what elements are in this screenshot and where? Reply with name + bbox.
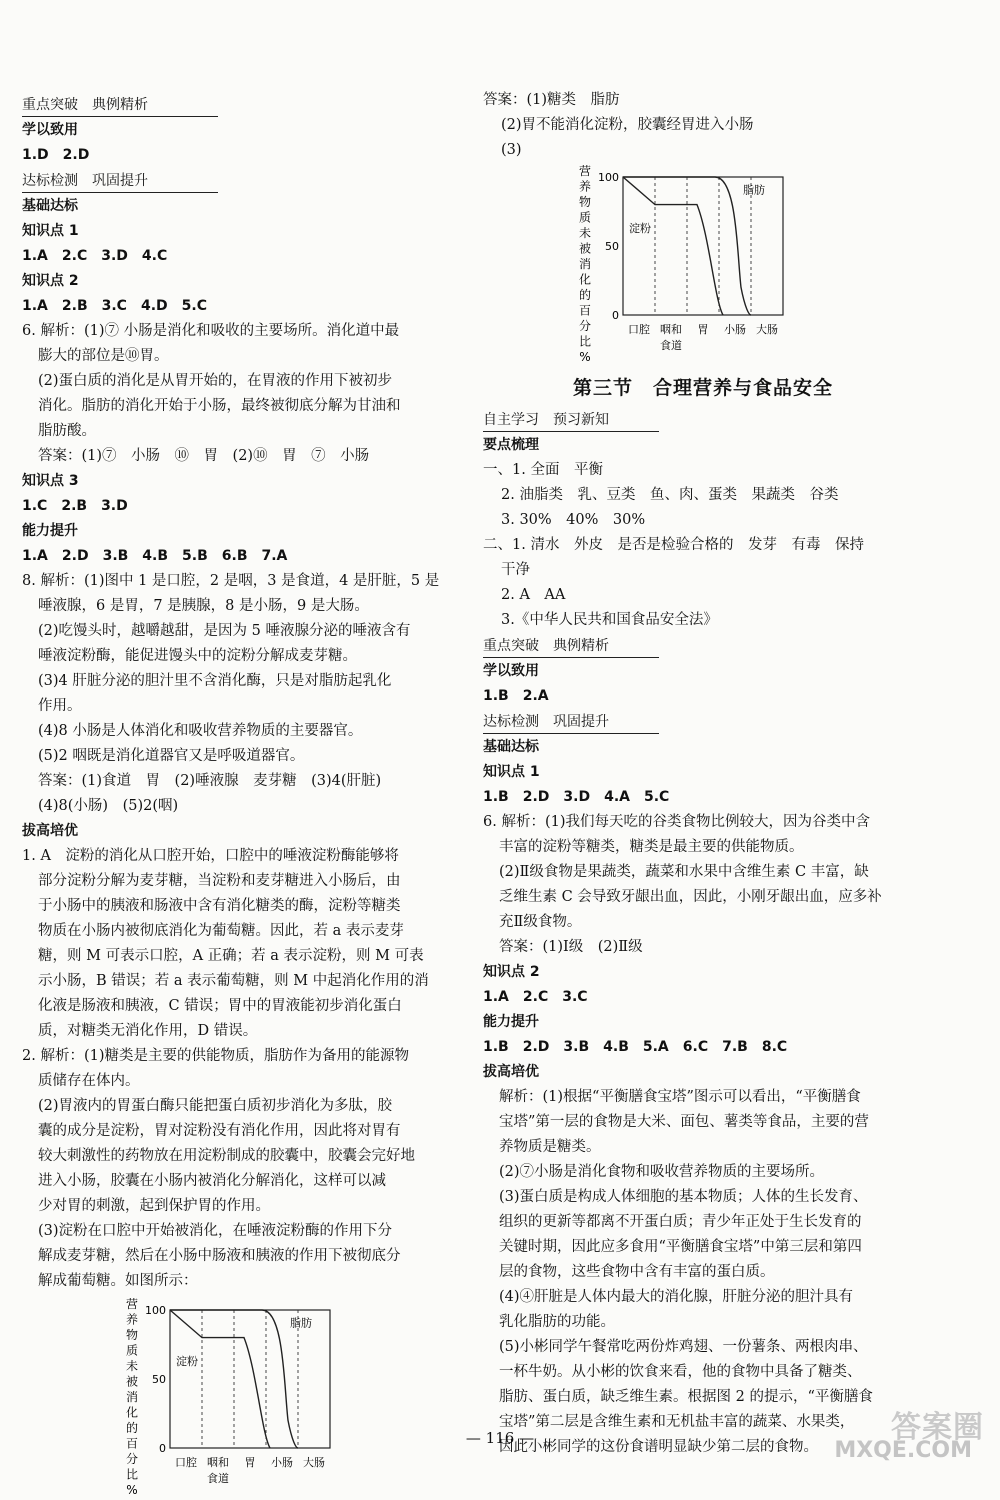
text-line: 2. 解析：(1)糖类是主要的供能物质，脂肪作为备用的能源物	[22, 1048, 409, 1064]
text-line: 消化。脂肪的消化开始于小肠，最终被彻底分解为甘油和	[38, 398, 401, 414]
text-line: 质储存在体内。	[38, 1073, 140, 1089]
text-line: (2)Ⅱ级食物是果蔬类，蔬菜和水果中含维生素 C 丰富，缺	[499, 864, 869, 880]
page-number: — 116 —	[465, 1429, 535, 1447]
text-line: (3)淀粉在口腔中开始被消化，在唾液淀粉酶的作用下分	[38, 1223, 393, 1239]
text-line: 部分淀粉分解为麦芽糖，当淀粉和麦芽糖进入小肠后，由	[38, 873, 401, 889]
text-line: 2. A AA	[501, 587, 566, 603]
heading-nlts: 能力提升	[483, 1014, 539, 1030]
heading-nlts: 能力提升	[22, 523, 78, 539]
y-axis-label-char: 营	[578, 165, 592, 178]
heading-zsd2: 知识点 2	[22, 273, 79, 289]
text-line: 脂肪、蛋白质，缺乏维生素。根据图 2 的提示，“平衡膳食	[499, 1389, 873, 1405]
y-axis-label-char: 被	[578, 241, 592, 256]
text-line: 6. 解析：(1)我们每天吃的谷类食物比例较大，因为谷类中含	[483, 814, 870, 830]
text-line: (3)蛋白质是构成人体细胞的基本物质；人体的生长发育、	[499, 1189, 868, 1205]
heading-jcdb: 基础达标	[22, 198, 78, 214]
text-line: (3)	[501, 142, 522, 158]
text-line: 唾液腺，6 是胃，7 是胰腺，8 是小肠，9 是大肠。	[38, 598, 369, 614]
text-line: 化液是肠液和胰液，C 错误；胃中的胃液能初步消化蛋白	[38, 998, 402, 1014]
answer-line: 1.D 2.D	[22, 147, 90, 163]
y-axis-label-char: %	[579, 350, 591, 364]
digestion-graph-right	[573, 165, 833, 367]
y-axis-label-char: 百	[578, 303, 592, 318]
y-axis-label-char: 营	[125, 1298, 139, 1311]
heading-zsd2: 知识点 2	[483, 964, 540, 980]
text-line: 唾液淀粉酶，能促进馒头中的淀粉分解成麦芽糖。	[38, 648, 357, 664]
y-axis-label-char: 质	[125, 1343, 139, 1358]
text-line: (2)胃液内的胃蛋白酶只能把蛋白质初步消化为多肽，胶	[38, 1098, 393, 1114]
y-axis-label-char: 未	[125, 1359, 139, 1373]
heading-ydsl: 要点梳理	[483, 437, 539, 453]
text-line: 关键时期，因此应多食用“平衡膳食宝塔”中第三层和第四	[499, 1239, 862, 1255]
x-tick-label: 咽和	[207, 1456, 229, 1469]
watermark-url: MXQE.COM	[834, 1438, 972, 1463]
text-line: 6. 解析：(1)⑦ 小肠是消化和吸收的主要场所。消化道中最	[22, 323, 400, 339]
text-line: (2)胃不能消化淀粉，胶囊经胃进入小肠	[501, 117, 754, 133]
digestion-graph-left	[120, 1298, 380, 1500]
answer-text: 答案：(1)⑦ 小肠 ⑩ 胃 (2)⑩ 胃 ⑦ 小肠	[38, 448, 370, 464]
text-line: 乏维生素 C 会导致牙龈出血，因此，小刚牙龈出血，应多补	[499, 889, 882, 905]
x-tick-label: 口腔	[628, 323, 650, 336]
text-line: (5)2 咽既是消化道器官又是呼吸道器官。	[38, 748, 305, 764]
heading-xyz: 学以致用	[483, 663, 539, 679]
heading-bgpy: 拔高培优	[483, 1064, 539, 1080]
y-axis-label-char: 分	[578, 319, 592, 333]
series-label-fat: 脂肪	[290, 1316, 312, 1330]
text-line: 少对胃的刺激，起到保护胃的作用。	[38, 1198, 270, 1214]
y-axis-label-char: 养	[125, 1312, 139, 1327]
text-line: 糖，则 M 可表示口腔，A 正确；若 a 表示淀粉，则 M 可表	[38, 948, 424, 964]
answer-line: 1.B 2.A	[483, 688, 549, 704]
x-tick-label: 胃	[697, 323, 709, 336]
section-band-zdtp: 重点突破 典例精析	[483, 635, 659, 658]
y-axis-label-char: 分	[125, 1452, 139, 1466]
y-axis-label-char: 养	[578, 179, 592, 194]
y-axis-label-char: 的	[125, 1421, 139, 1435]
text-line: 膨大的部位是⑩胃。	[38, 348, 169, 364]
text-line: 作用。	[38, 698, 82, 714]
text-line: 养物质是糖类。	[499, 1139, 601, 1155]
y-tick-label: 0	[159, 1442, 166, 1455]
heading-bgpy: 拔高培优	[22, 823, 78, 839]
y-axis-label-char: 未	[578, 226, 592, 240]
section-band-dbjc: 达标检测 巩固提升	[483, 711, 659, 734]
text-line: 1. A 淀粉的消化从口腔开始，口腔中的唾液淀粉酶能够将	[22, 848, 399, 864]
text-line: (2)吃馒头时，越嚼越甜，是因为 5 唾液腺分泌的唾液含有	[38, 623, 411, 639]
section-band-zzxx: 自主学习 预习新知	[483, 409, 659, 432]
y-tick-label: 50	[605, 240, 619, 253]
answer-line: 1.A 2.B 3.C 4.D 5.C	[22, 298, 207, 314]
y-tick-label: 50	[152, 1373, 166, 1386]
text-line: 二、1. 清水 外皮 是否是检验合格的 发芽 有毒 保持	[483, 537, 864, 553]
answer-line: 1.A 2.C 3.C	[483, 989, 588, 1005]
text-line: (4)④肝脏是人体内最大的消化腺，肝脏分泌的胆汁具有	[499, 1289, 854, 1305]
series-label-starch: 淀粉	[629, 222, 651, 236]
left-column	[22, 92, 470, 1500]
heading-zsd1: 知识点 1	[483, 764, 540, 780]
text-line: 解析：(1)根据“平衡膳食宝塔”图示可以看出，“平衡膳食	[499, 1089, 861, 1105]
y-axis-label-char: 消	[125, 1390, 139, 1404]
text-line: (2)⑦小肠是消化食物和吸收营养物质的主要场所。	[499, 1164, 825, 1180]
y-axis-label-char: 比	[578, 334, 592, 349]
y-axis-label-char: 物	[578, 195, 592, 209]
text-line: 物质在小肠内被彻底消化为葡萄糖。因此，若 a 表示麦芽	[38, 923, 404, 939]
text-line: (5)小彬同学午餐常吃两份炸鸡翅、一份薯条、两根肉串、	[499, 1339, 868, 1355]
text-line: 质，对糖类无消化作用，D 错误。	[38, 1023, 258, 1039]
answer-line: 1.B 2.D 3.D 4.A 5.C	[483, 789, 670, 805]
text-line: (2)蛋白质的消化是从胃开始的，在胃液的作用下被初步	[38, 373, 393, 389]
text-line: 乳化脂肪的功能。	[499, 1314, 615, 1330]
text-line: (4)8 小肠是人体消化和吸收营养物质的主要器官。	[38, 723, 363, 739]
x-tick-sublabel: 食道	[660, 339, 682, 352]
section-band-dbjc: 达标检测 巩固提升	[22, 170, 218, 193]
x-tick-label: 大肠	[303, 1456, 325, 1469]
watermark-logo: 答案圈	[891, 1410, 984, 1445]
section-title: 第三节 合理营养与食品安全	[572, 377, 833, 399]
answer-text: 答案：(1)食道 胃 (2)唾液腺 麦芽糖 (3)4(肝脏)	[38, 773, 382, 789]
text-line: 于小肠中的胰液和肠液中含有消化糖类的酶，淀粉等糖类	[38, 898, 401, 914]
answer-line: 1.C 2.B 3.D	[22, 498, 128, 514]
series-line-starch	[170, 1310, 270, 1448]
text-line: 示小肠，B 错误；若 a 表示葡萄糖，则 M 中起消化作用的消	[38, 973, 429, 989]
x-tick-label: 胃	[244, 1456, 256, 1469]
heading-zsd1: 知识点 1	[22, 223, 79, 239]
text-line: 8. 解析：(1)图中 1 是口腔，2 是咽，3 是食道，4 是肝脏，5 是	[22, 573, 440, 589]
text-line: 进入小肠，胶囊在小肠内被消化分解消化，这样可以减	[38, 1173, 386, 1189]
y-axis-label-char: %	[126, 1483, 138, 1497]
y-axis-label-char: 被	[125, 1374, 139, 1389]
text-line: 3. 30% 40% 30%	[501, 512, 646, 528]
heading-zsd3: 知识点 3	[22, 473, 79, 489]
text-line: 一、1. 全面 平衡	[483, 462, 603, 478]
heading-jcdb: 基础达标	[483, 739, 539, 755]
answer-text: 答案：(1)糖类 脂肪	[483, 92, 620, 108]
text-line: 因此小彬同学的这份食谱明显缺少第二层的食物。	[499, 1439, 818, 1455]
y-tick-label: 100	[145, 1304, 166, 1317]
text-line: 较大刺激性的药物放在用淀粉制成的胶囊中，胶囊会完好地	[38, 1148, 415, 1164]
y-axis-label-char: 消	[578, 257, 592, 271]
heading-xyz: 学以致用	[22, 122, 78, 138]
y-axis-label-char: 化	[578, 272, 592, 287]
y-axis-label-char: 的	[578, 288, 592, 302]
text-line: 解成葡萄糖。如图所示：	[38, 1273, 198, 1289]
answer-text: 答案：(1)Ⅰ级 (2)Ⅱ级	[499, 939, 643, 955]
text-line: 一杯牛奶。从小彬的饮食来看，他的食物中具备了糖类、	[499, 1364, 862, 1380]
x-tick-label: 大肠	[756, 323, 778, 336]
text-line: 脂肪酸。	[38, 423, 96, 439]
section-band-zdtp: 重点突破 典例精析	[22, 94, 218, 117]
x-tick-label: 小肠	[271, 1456, 293, 1469]
x-tick-label: 口腔	[175, 1456, 197, 1469]
answer-line: 1.A 2.C 3.D 4.C	[22, 248, 168, 264]
right-column	[483, 92, 923, 1460]
y-tick-label: 0	[612, 309, 619, 322]
answer-line: 1.B 2.D 3.B 4.B 5.A 6.C 7.B 8.C	[483, 1039, 788, 1055]
text-line: 宝塔”第二层是含维生素和无机盐丰富的蔬菜、水果类，	[499, 1414, 855, 1430]
answer-line: 1.A 2.D 3.B 4.B 5.B 6.B 7.A	[22, 548, 288, 564]
series-label-fat: 脂肪	[743, 183, 765, 197]
text-line: 宝塔”第一层的食物是大米、面包、薯类等食品，主要的营	[499, 1114, 869, 1130]
text-line: 囊的成分是淀粉，胃对淀粉没有消化作用，因此将对胃有	[38, 1123, 401, 1139]
series-label-starch: 淀粉	[176, 1355, 198, 1369]
y-axis-label-char: 百	[125, 1436, 139, 1451]
answer-text: (4)8(小肠) (5)2(咽)	[38, 798, 179, 814]
y-tick-label: 100	[598, 171, 619, 184]
y-axis-label-char: 比	[125, 1467, 139, 1482]
y-axis-label-char: 质	[578, 210, 592, 225]
y-axis-label-char: 化	[125, 1405, 139, 1420]
text-line: (3)4 肝脏分泌的胆汁里不含消化酶，只是对脂肪起乳化	[38, 673, 392, 689]
text-line: 干净	[501, 562, 530, 578]
text-line: 充Ⅱ级食物。	[499, 914, 582, 930]
text-line: 层的食物，这些食物中含有丰富的蛋白质。	[499, 1264, 775, 1280]
text-line: 解成麦芽糖，然后在小肠中肠液和胰液的作用下被彻底分	[38, 1248, 401, 1264]
text-line: 2. 油脂类 乳、豆类 鱼、肉、蛋类 果蔬类 谷类	[501, 487, 839, 503]
x-tick-sublabel: 食道	[207, 1472, 229, 1485]
text-line: 组织的更新等都离不开蛋白质；青少年正处于生长发育的	[499, 1214, 862, 1230]
text-line: 3.《中华人民共和国食品安全法》	[501, 612, 718, 628]
x-tick-label: 咽和	[660, 323, 682, 336]
text-line: 丰富的淀粉等糖类，糖类是最主要的供能物质。	[499, 839, 804, 855]
x-tick-label: 小肠	[724, 323, 746, 336]
y-axis-label-char: 物	[125, 1328, 139, 1342]
series-line-starch	[623, 177, 723, 315]
